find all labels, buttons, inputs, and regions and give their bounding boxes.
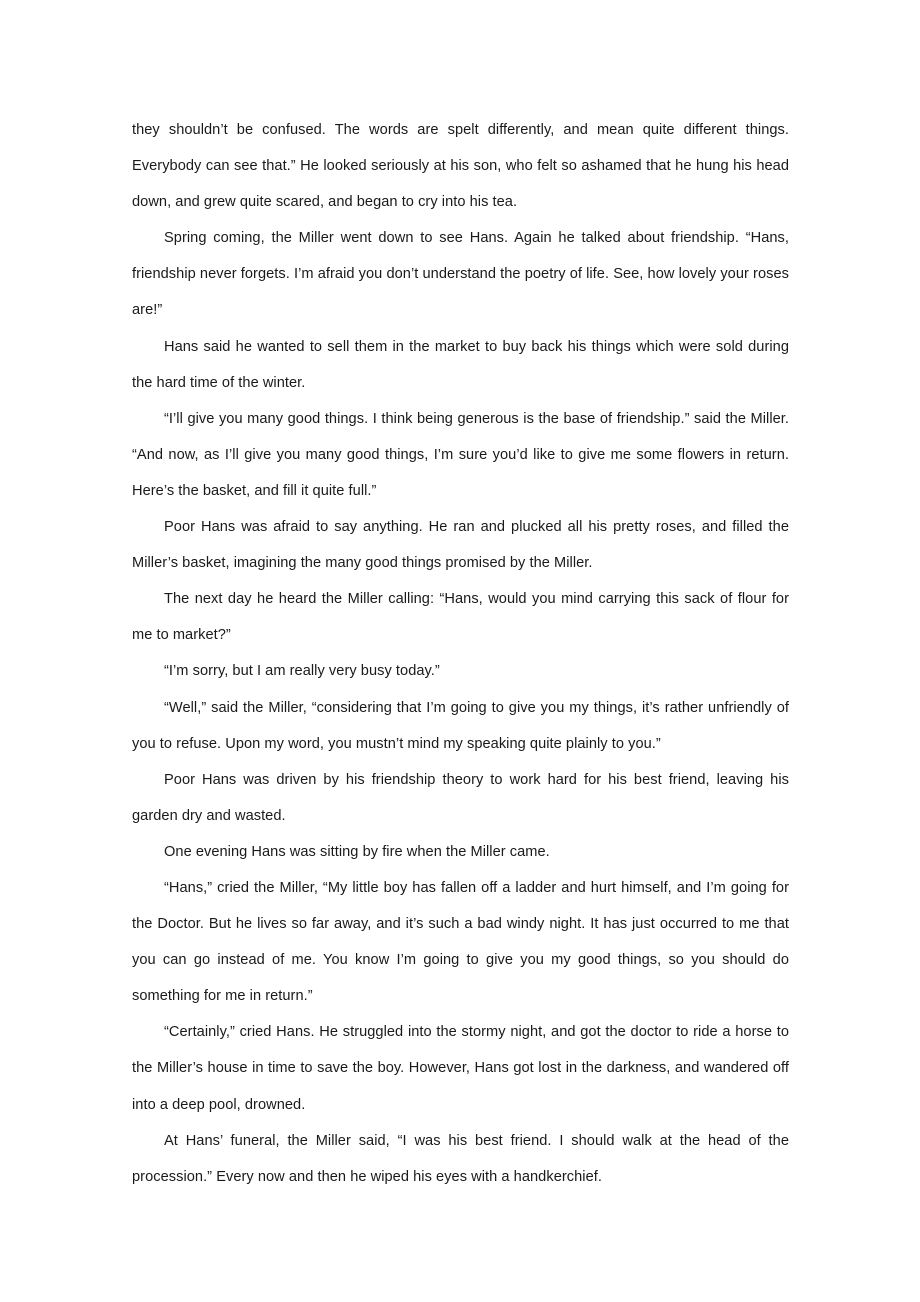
- paragraph: “Well,” said the Miller, “considering that I’m going to give you my things, it’s rather unfriendly of you to refuse. Upon my word, you mustn’t mind my speaking quite plainly to you.”: [132, 699, 789, 752]
- paragraph: “Certainly,” cried Hans. He struggled into the stormy night, and got the doctor to ride a horse to the Miller’s house in time to save the boy. However, Hans got lost in the darkness, and wandered off into a deep pool, drowned.: [132, 1024, 789, 1113]
- paragraph: Poor Hans was driven by his friendship theory to work hard for his best friend, leaving his garden dry and wasted.: [132, 771, 789, 824]
- paragraph: Poor Hans was afraid to say anything. He ran and plucked all his pretty roses, and filled the Miller’s basket, imagining the many good things promised by the Miller.: [132, 519, 789, 572]
- paragraph-continuation: they shouldn’t be confused. The words are spelt differently, and mean quite different things. Everybody can see that.” He looked seriously at his son, who felt so ashamed that he hung his head down, and grew quite scared, and began to cry into his tea.: [132, 122, 789, 211]
- paragraph: “I’m sorry, but I am really very busy today.”: [164, 663, 440, 680]
- paragraph: “I’ll give you many good things. I think being generous is the base of friendship.” said the Miller. “And now, as I’ll give you many good things, I’m sure you’d like to give me some flowers in return. Here’s the basket, and fill it quite full.”: [132, 410, 789, 499]
- paragraph: “Hans,” cried the Miller, “My little boy has fallen off a ladder and hurt himself, and I’m going for the Doctor. But he lives so far away, and it’s such a bad windy night. It has just occurred to me that you can go instead of me. You know I’m going to give you my good things, so you should do something for me in return.”: [132, 879, 789, 1005]
- paragraph: At Hans’ funeral, the Miller said, “I was his best friend. I should walk at the head of the procession.” Every now and then he wiped his eyes with a handkerchief.: [132, 1132, 789, 1185]
- paragraph: Spring coming, the Miller went down to see Hans. Again he talked about friendship. “Hans, friendship never forgets. I’m afraid you don’t understand the poetry of life. See, how lovely your roses are!”: [132, 230, 789, 319]
- document-page: [132, 112, 789, 1195]
- paragraph: One evening Hans was sitting by fire when the Miller came.: [164, 843, 550, 860]
- paragraph: Hans said he wanted to sell them in the market to buy back his things which were sold during the hard time of the winter.: [132, 338, 789, 391]
- paragraph: The next day he heard the Miller calling: “Hans, would you mind carrying this sack of flour for me to market?”: [132, 591, 789, 644]
